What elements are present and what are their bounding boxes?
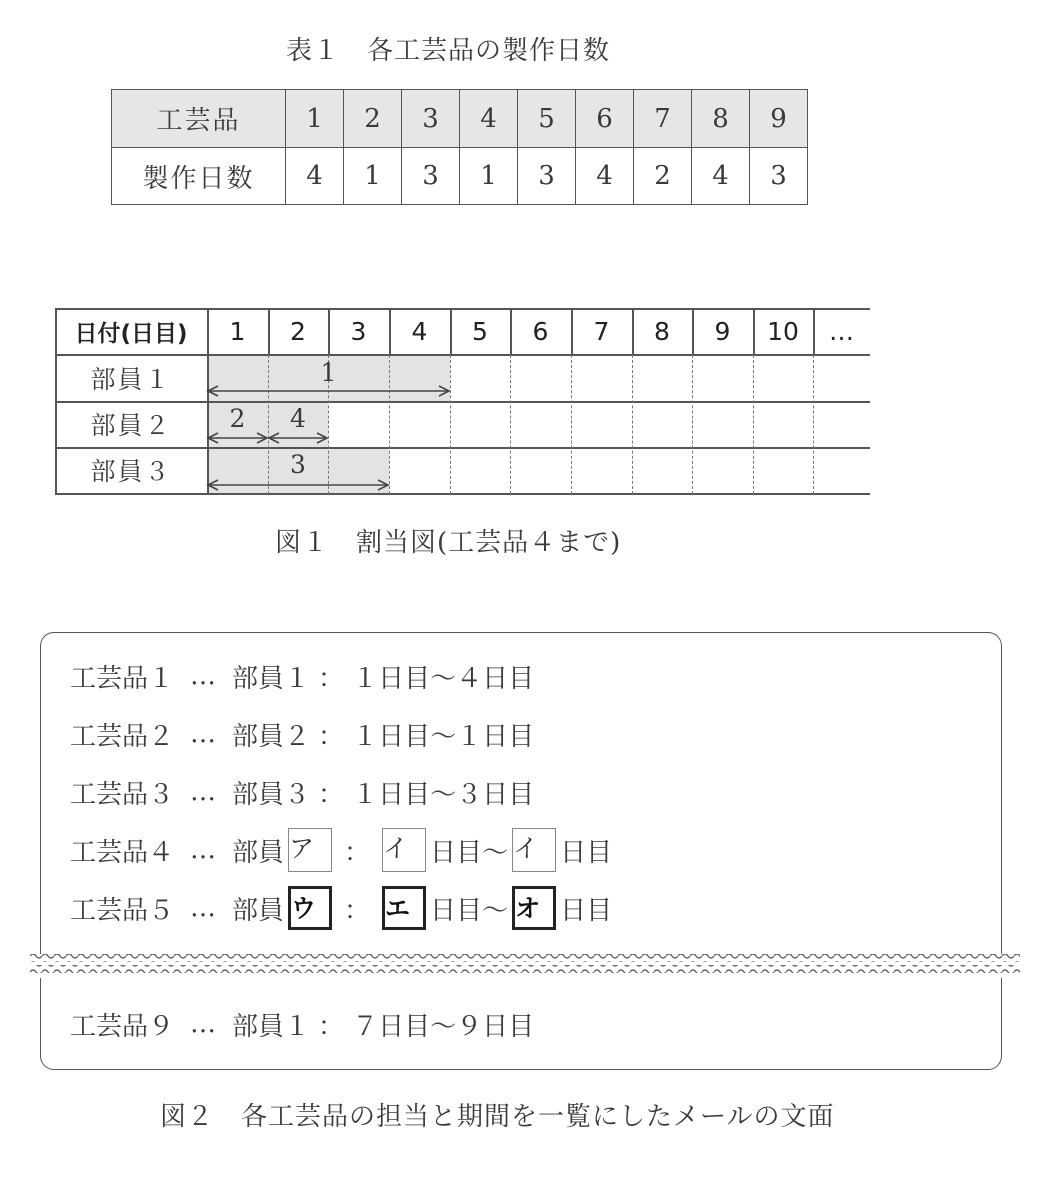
mail-line bbox=[70, 828, 612, 872]
start-day: ７ bbox=[352, 1011, 379, 1042]
duration-arrows bbox=[55, 308, 870, 495]
start-day: １ bbox=[352, 663, 379, 694]
task-label-craft: 1 bbox=[320, 358, 337, 387]
production-days: 3 bbox=[750, 148, 808, 205]
colon: ： bbox=[318, 721, 345, 752]
craft-number: 5 bbox=[518, 90, 576, 148]
ellipsis: … bbox=[190, 893, 217, 923]
mail-line bbox=[70, 654, 534, 698]
date-cell: 4 bbox=[411, 316, 428, 346]
colon: ： bbox=[318, 779, 345, 810]
end-day: ３ bbox=[456, 779, 483, 810]
mail-line bbox=[70, 712, 534, 756]
member-prefix: 部員 bbox=[232, 895, 285, 926]
ellipsis: … bbox=[190, 835, 217, 865]
craft-number: 2 bbox=[344, 90, 402, 148]
mail-line bbox=[70, 770, 534, 814]
member-value: １ bbox=[284, 663, 311, 694]
answer-blank-a[interactable]: ア bbox=[288, 828, 332, 872]
day-unit: 日目～ bbox=[378, 663, 457, 694]
mail-line bbox=[70, 1002, 534, 1046]
craft-name: 工芸品１ bbox=[70, 663, 175, 694]
figure2-caption: 図２ 各工芸品の担当と期間を一覧にしたメールの文面 bbox=[160, 1102, 835, 1132]
craft-number: 3 bbox=[402, 90, 460, 148]
date-cell: 2 bbox=[290, 316, 306, 346]
omission-wavy-lines bbox=[30, 952, 1020, 980]
member-label: 部員２ bbox=[90, 411, 172, 440]
colon: ： bbox=[344, 837, 371, 868]
day-unit: 日目 bbox=[482, 779, 535, 810]
craft-name: 工芸品９ bbox=[70, 1011, 175, 1042]
craft-number: 6 bbox=[576, 90, 634, 148]
member-prefix: 部員 bbox=[232, 837, 285, 868]
craft-number: 1 bbox=[286, 90, 344, 148]
task-label-craft: 3 bbox=[290, 450, 306, 479]
date-cell: 6 bbox=[532, 316, 549, 346]
day-unit: 日目～ bbox=[378, 779, 457, 810]
answer-blank-u[interactable]: ウ bbox=[288, 886, 332, 930]
member-value: ２ bbox=[284, 721, 311, 752]
colon: ： bbox=[318, 1011, 345, 1042]
craft-days-table bbox=[111, 89, 808, 205]
day-unit: 日目～ bbox=[430, 837, 509, 868]
member-prefix: 部員 bbox=[232, 663, 285, 694]
craft-number: 7 bbox=[634, 90, 692, 148]
production-days: 1 bbox=[460, 148, 518, 205]
answer-blank-i[interactable]: イ bbox=[512, 828, 556, 872]
answer-blank-e[interactable]: エ bbox=[382, 886, 426, 930]
member-label: 部員１ bbox=[90, 365, 172, 394]
colon: ： bbox=[344, 895, 371, 926]
day-unit: 日目 bbox=[560, 895, 613, 926]
production-days: 4 bbox=[576, 148, 634, 205]
answer-blank-i[interactable]: イ bbox=[382, 828, 426, 872]
header-label: 工芸品 bbox=[112, 90, 286, 148]
end-day: ９ bbox=[456, 1011, 483, 1042]
ellipsis: … bbox=[190, 777, 217, 807]
allocation-chart bbox=[55, 308, 870, 495]
day-unit: 日目 bbox=[482, 663, 535, 694]
member-prefix: 部員 bbox=[232, 1011, 285, 1042]
production-days: 4 bbox=[286, 148, 344, 205]
task-label-craft: 4 bbox=[290, 404, 306, 433]
table-row bbox=[112, 148, 808, 205]
date-cell: 3 bbox=[350, 316, 367, 346]
production-days: 3 bbox=[402, 148, 460, 205]
member-prefix: 部員 bbox=[232, 721, 285, 752]
craft-number: 8 bbox=[692, 90, 750, 148]
day-unit: 日目～ bbox=[430, 895, 509, 926]
day-unit: 日目 bbox=[482, 721, 535, 752]
task-label-craft: 2 bbox=[229, 404, 246, 433]
end-day: １ bbox=[456, 721, 483, 752]
mail-line bbox=[70, 886, 612, 930]
start-day: １ bbox=[352, 721, 379, 752]
date-cell: 10 bbox=[767, 316, 799, 346]
production-days: 2 bbox=[634, 148, 692, 205]
day-unit: 日目 bbox=[560, 837, 613, 868]
ellipsis: … bbox=[190, 719, 217, 749]
table-header-row bbox=[112, 90, 808, 148]
date-cell: 9 bbox=[714, 316, 731, 346]
day-unit: 日目 bbox=[482, 1011, 535, 1042]
production-days: 1 bbox=[344, 148, 402, 205]
member-value: ３ bbox=[284, 779, 311, 810]
ellipsis: … bbox=[190, 661, 217, 691]
craft-number: 4 bbox=[460, 90, 518, 148]
colon: ： bbox=[318, 663, 345, 694]
ellipsis-cell: … bbox=[829, 316, 854, 346]
craft-name: 工芸品３ bbox=[70, 779, 175, 810]
ellipsis: … bbox=[190, 1009, 217, 1039]
date-cell: 5 bbox=[472, 316, 488, 346]
production-days: 3 bbox=[518, 148, 576, 205]
craft-name: 工芸品５ bbox=[70, 895, 175, 926]
craft-name: 工芸品２ bbox=[70, 721, 175, 752]
craft-number: 9 bbox=[750, 90, 808, 148]
date-cell: 8 bbox=[654, 316, 670, 346]
end-day: ４ bbox=[456, 663, 483, 694]
day-unit: 日目～ bbox=[378, 1011, 457, 1042]
row-label: 製作日数 bbox=[112, 148, 286, 205]
day-unit: 日目～ bbox=[378, 721, 457, 752]
table1-caption: 表１ 各工芸品の製作日数 bbox=[286, 36, 611, 66]
member-value: １ bbox=[284, 1011, 311, 1042]
start-day: １ bbox=[352, 779, 379, 810]
date-header-label: 日付(日目) bbox=[74, 320, 188, 347]
answer-blank-o[interactable]: オ bbox=[512, 886, 556, 930]
member-label: 部員３ bbox=[90, 457, 172, 486]
date-cell: 7 bbox=[593, 316, 610, 346]
figure1-caption: 図１ 割当図(工芸品４まで) bbox=[275, 528, 622, 558]
production-days: 4 bbox=[692, 148, 750, 205]
craft-name: 工芸品４ bbox=[70, 837, 175, 868]
date-cell: 1 bbox=[229, 316, 246, 346]
member-prefix: 部員 bbox=[232, 779, 285, 810]
